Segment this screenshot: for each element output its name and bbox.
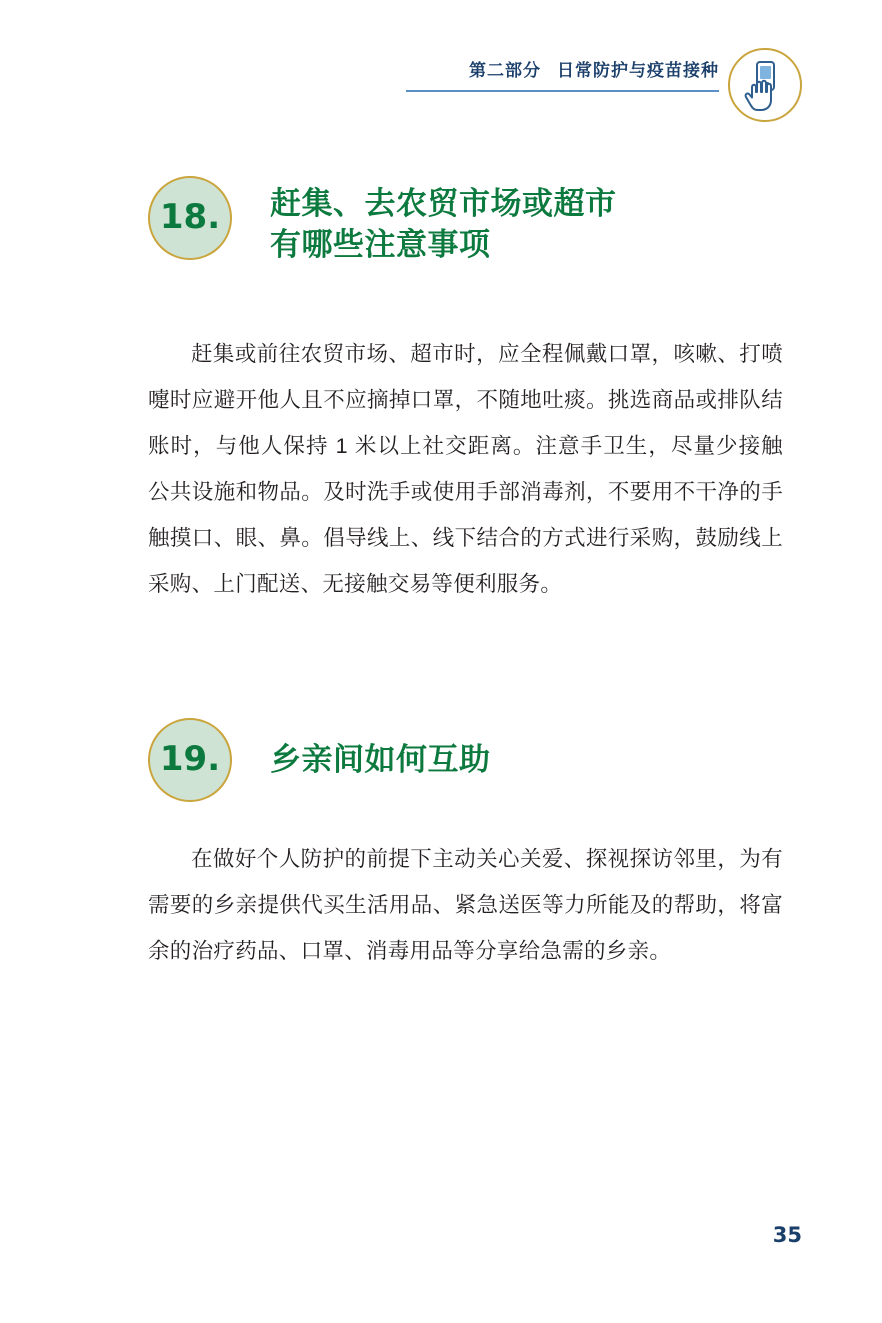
header-divider bbox=[406, 90, 719, 92]
section-body-paragraph: 赶集或前往农贸市场、超市时，应全程佩戴口罩，咳嗽、打喷嚏时应避开他人且不应摘掉口罩，不随地吐痰。挑选商品或排队结账时，与他人保持 1 米以上社交距离。注意手卫生，尽量少接触公共设施和物品。及时洗手或使用手部消毒剂，不要用不干净的手触摸口、眼、鼻。倡导线上、线下结合的方式进行采购，鼓励线上采购、上门配送、无接触交易等便利服务。 bbox=[148, 342, 783, 596]
section-heading-line-1: 赶集、去农贸市场或超市 bbox=[270, 186, 617, 221]
section-heading-line-1: 乡亲间如何互助 bbox=[270, 742, 491, 777]
page-number: 35 bbox=[772, 1223, 802, 1247]
mobile-phone-in-hand-icon bbox=[728, 48, 802, 122]
page-header bbox=[0, 48, 882, 128]
section-heading bbox=[270, 184, 810, 266]
section-body bbox=[148, 331, 783, 607]
section-heading-line-2: 有哪些注意事项 bbox=[270, 226, 491, 262]
section-number: 18. bbox=[159, 197, 221, 237]
section-number-badge bbox=[148, 176, 232, 260]
section-number-badge bbox=[148, 718, 232, 802]
section-body-paragraph: 在做好个人防护的前提下主动关心关爱、探视探访邻里，为有需要的乡亲提供代买生活用品、紧急送医等力所能及的帮助，将富余的治疗药品、口罩、消毒用品等分享给急需的乡亲。 bbox=[148, 847, 783, 963]
running-head-section: 日常防护与疫苗接种 bbox=[557, 61, 719, 80]
section-body bbox=[148, 836, 783, 974]
running-head bbox=[469, 56, 719, 81]
section-heading bbox=[270, 740, 810, 781]
running-head-part: 第二部分 bbox=[469, 61, 541, 80]
section-number: 19. bbox=[159, 739, 221, 779]
